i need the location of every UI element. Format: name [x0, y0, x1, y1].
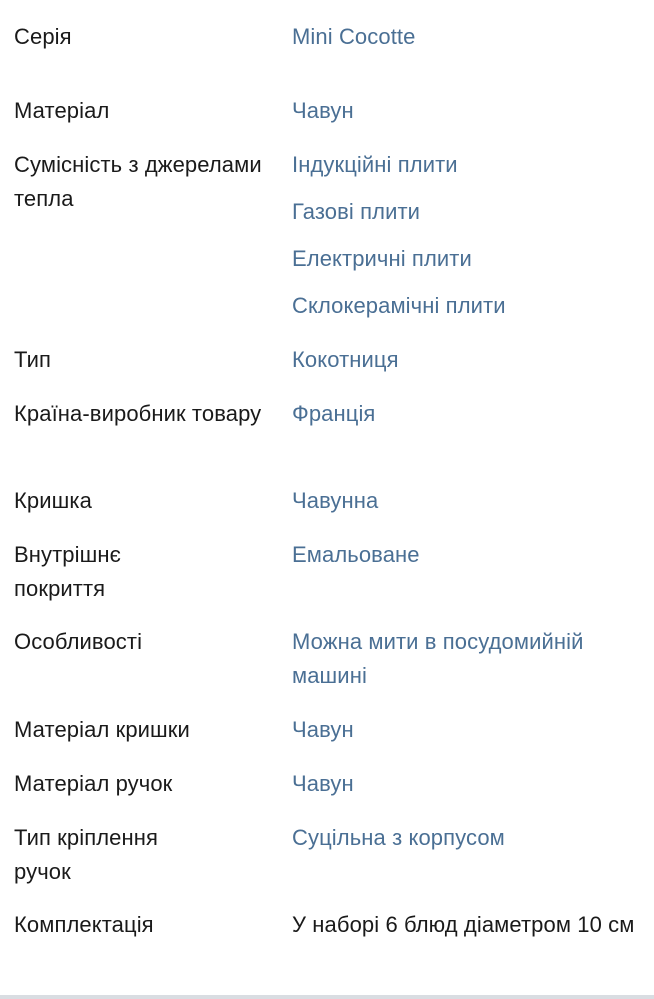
spec-label: Кришка	[14, 488, 92, 513]
spec-label: Особливості	[14, 629, 143, 654]
spec-value-link[interactable]: Емальоване	[292, 542, 420, 567]
spec-values	[292, 484, 642, 531]
spec-values	[292, 767, 642, 814]
spec-values	[292, 148, 642, 336]
spec-value-link[interactable]: Чавун	[292, 98, 354, 123]
spec-values	[292, 343, 642, 390]
spec-values	[292, 713, 642, 760]
spec-values	[292, 538, 642, 585]
spec-values	[292, 625, 642, 706]
spec-label: Матеріал кришки	[14, 717, 190, 742]
spec-value-link[interactable]: Суцільна з корпусом	[292, 825, 505, 850]
spec-value-text: У наборі 6 блюд діаметром 10 см	[292, 912, 635, 937]
spec-label: Сумісність з джерелами тепла	[14, 152, 262, 211]
spec-value-link[interactable]: Чавун	[292, 717, 354, 742]
spec-values	[292, 908, 642, 955]
spec-label: Матеріал	[14, 98, 110, 123]
spec-value-link[interactable]: Індукційні плити	[292, 152, 458, 177]
spec-label: Комплектація	[14, 912, 154, 937]
spec-values	[292, 94, 642, 141]
spec-values	[292, 821, 642, 868]
spec-value-link[interactable]: Чавун	[292, 771, 354, 796]
spec-values	[292, 397, 642, 444]
spec-label: Тип	[14, 347, 51, 372]
spec-value-link[interactable]: Чавунна	[292, 488, 379, 513]
spec-value-link[interactable]: Кокотниця	[292, 347, 399, 372]
bottom-divider	[0, 995, 654, 999]
spec-label: Внутрішнє покриття	[14, 542, 121, 601]
spec-value-link[interactable]: Франція	[292, 401, 376, 426]
spec-value-link[interactable]: Склокерамічні плити	[292, 293, 506, 318]
spec-value-link[interactable]: Mini Cocotte	[292, 24, 416, 49]
spec-label: Серія	[14, 24, 72, 49]
spec-value-link[interactable]: Газові плити	[292, 199, 421, 224]
spec-value-link[interactable]: Електричні плити	[292, 246, 472, 271]
spec-label: Країна-виробник товару	[14, 401, 262, 426]
spec-label: Тип кріплення ручок	[14, 825, 159, 884]
spec-value-link[interactable]: Можна мити в посудомийній машині	[292, 629, 584, 688]
spec-values	[292, 20, 642, 67]
spec-label: Матеріал ручок	[14, 771, 173, 796]
